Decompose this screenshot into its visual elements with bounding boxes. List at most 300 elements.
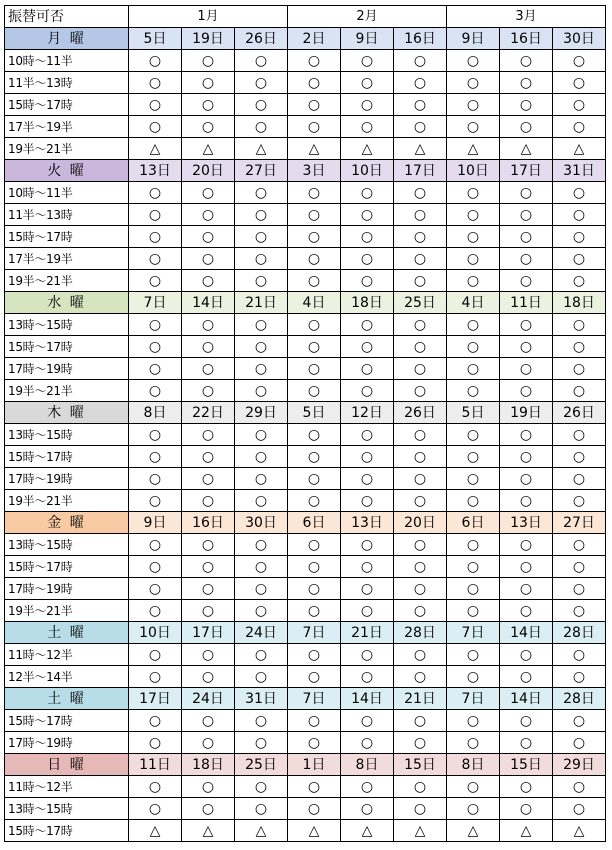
time-slot-label: 17時～19時 bbox=[5, 578, 129, 600]
availability-ok-mark: ○ bbox=[447, 358, 500, 380]
date-cell: 9日 bbox=[129, 512, 182, 534]
availability-limited-mark: △ bbox=[235, 820, 288, 842]
date-cell: 24日 bbox=[182, 688, 235, 710]
time-slot-row bbox=[5, 710, 606, 732]
availability-ok-mark: ○ bbox=[500, 776, 553, 798]
day-label: 水 曜 bbox=[5, 292, 129, 314]
availability-ok-mark: ○ bbox=[182, 424, 235, 446]
availability-ok-mark: ○ bbox=[182, 490, 235, 512]
date-cell: 17日 bbox=[129, 688, 182, 710]
availability-ok-mark: ○ bbox=[235, 644, 288, 666]
time-slot-row bbox=[5, 204, 606, 226]
date-cell: 14日 bbox=[500, 622, 553, 644]
availability-ok-mark: ○ bbox=[235, 424, 288, 446]
availability-ok-mark: ○ bbox=[235, 468, 288, 490]
date-cell: 15日 bbox=[500, 754, 553, 776]
date-cell: 19日 bbox=[182, 28, 235, 50]
availability-ok-mark: ○ bbox=[500, 732, 553, 754]
date-cell: 24日 bbox=[235, 622, 288, 644]
availability-ok-mark: ○ bbox=[394, 336, 447, 358]
availability-ok-mark: ○ bbox=[182, 710, 235, 732]
availability-ok-mark: ○ bbox=[129, 50, 182, 72]
time-slot-label: 11半～13時 bbox=[5, 204, 129, 226]
availability-ok-mark: ○ bbox=[288, 424, 341, 446]
availability-ok-mark: ○ bbox=[182, 380, 235, 402]
date-cell: 11日 bbox=[129, 754, 182, 776]
month-header-feb: 2月 bbox=[288, 6, 447, 28]
availability-ok-mark: ○ bbox=[182, 226, 235, 248]
date-cell: 15日 bbox=[394, 754, 447, 776]
availability-ok-mark: ○ bbox=[500, 270, 553, 292]
availability-ok-mark: ○ bbox=[394, 710, 447, 732]
availability-ok-mark: ○ bbox=[394, 666, 447, 688]
date-cell: 30日 bbox=[553, 28, 606, 50]
availability-limited-mark: △ bbox=[394, 138, 447, 160]
availability-limited-mark: △ bbox=[235, 138, 288, 160]
time-slot-row bbox=[5, 226, 606, 248]
date-cell: 1日 bbox=[288, 754, 341, 776]
availability-limited-mark: △ bbox=[129, 820, 182, 842]
availability-ok-mark: ○ bbox=[553, 710, 606, 732]
time-slot-label: 13時～15時 bbox=[5, 798, 129, 820]
availability-ok-mark: ○ bbox=[341, 270, 394, 292]
availability-ok-mark: ○ bbox=[394, 72, 447, 94]
day-header-row bbox=[5, 512, 606, 534]
availability-ok-mark: ○ bbox=[394, 116, 447, 138]
availability-ok-mark: ○ bbox=[500, 204, 553, 226]
availability-ok-mark: ○ bbox=[447, 710, 500, 732]
availability-ok-mark: ○ bbox=[394, 798, 447, 820]
time-slot-row bbox=[5, 666, 606, 688]
availability-ok-mark: ○ bbox=[500, 116, 553, 138]
availability-ok-mark: ○ bbox=[341, 798, 394, 820]
day-header-row bbox=[5, 754, 606, 776]
availability-ok-mark: ○ bbox=[129, 94, 182, 116]
availability-ok-mark: ○ bbox=[341, 578, 394, 600]
availability-ok-mark: ○ bbox=[341, 446, 394, 468]
day-label: 土 曜 bbox=[5, 622, 129, 644]
availability-ok-mark: ○ bbox=[500, 578, 553, 600]
time-slot-row bbox=[5, 248, 606, 270]
availability-ok-mark: ○ bbox=[341, 226, 394, 248]
time-slot-row bbox=[5, 644, 606, 666]
availability-ok-mark: ○ bbox=[235, 248, 288, 270]
day-label: 月 曜 bbox=[5, 28, 129, 50]
availability-ok-mark: ○ bbox=[553, 534, 606, 556]
date-cell: 25日 bbox=[235, 754, 288, 776]
availability-ok-mark: ○ bbox=[182, 94, 235, 116]
time-slot-label: 17半～19半 bbox=[5, 116, 129, 138]
availability-ok-mark: ○ bbox=[500, 380, 553, 402]
availability-ok-mark: ○ bbox=[235, 94, 288, 116]
day-header-row bbox=[5, 292, 606, 314]
availability-ok-mark: ○ bbox=[553, 380, 606, 402]
availability-ok-mark: ○ bbox=[341, 336, 394, 358]
availability-ok-mark: ○ bbox=[394, 226, 447, 248]
date-cell: 6日 bbox=[288, 512, 341, 534]
availability-ok-mark: ○ bbox=[288, 204, 341, 226]
availability-ok-mark: ○ bbox=[553, 424, 606, 446]
availability-ok-mark: ○ bbox=[394, 50, 447, 72]
date-cell: 29日 bbox=[553, 754, 606, 776]
availability-ok-mark: ○ bbox=[288, 314, 341, 336]
availability-ok-mark: ○ bbox=[235, 798, 288, 820]
time-slot-row bbox=[5, 72, 606, 94]
date-cell: 31日 bbox=[553, 160, 606, 182]
availability-ok-mark: ○ bbox=[341, 314, 394, 336]
availability-ok-mark: ○ bbox=[500, 50, 553, 72]
time-slot-label: 17半～19半 bbox=[5, 248, 129, 270]
availability-ok-mark: ○ bbox=[447, 226, 500, 248]
time-slot-row bbox=[5, 534, 606, 556]
date-cell: 13日 bbox=[341, 512, 394, 534]
availability-ok-mark: ○ bbox=[288, 380, 341, 402]
availability-ok-mark: ○ bbox=[447, 666, 500, 688]
date-cell: 25日 bbox=[394, 292, 447, 314]
day-label: 日 曜 bbox=[5, 754, 129, 776]
availability-ok-mark: ○ bbox=[288, 732, 341, 754]
availability-ok-mark: ○ bbox=[341, 182, 394, 204]
availability-ok-mark: ○ bbox=[182, 336, 235, 358]
availability-ok-mark: ○ bbox=[500, 710, 553, 732]
availability-ok-mark: ○ bbox=[182, 182, 235, 204]
availability-ok-mark: ○ bbox=[447, 644, 500, 666]
availability-ok-mark: ○ bbox=[553, 336, 606, 358]
availability-ok-mark: ○ bbox=[394, 248, 447, 270]
availability-ok-mark: ○ bbox=[235, 578, 288, 600]
time-slot-row bbox=[5, 820, 606, 842]
availability-limited-mark: △ bbox=[500, 138, 553, 160]
availability-ok-mark: ○ bbox=[500, 248, 553, 270]
date-cell: 10日 bbox=[341, 160, 394, 182]
date-cell: 30日 bbox=[235, 512, 288, 534]
availability-ok-mark: ○ bbox=[447, 116, 500, 138]
availability-ok-mark: ○ bbox=[447, 798, 500, 820]
availability-ok-mark: ○ bbox=[341, 732, 394, 754]
time-slot-label: 13時～15時 bbox=[5, 424, 129, 446]
availability-ok-mark: ○ bbox=[182, 578, 235, 600]
time-slot-label: 15時～17時 bbox=[5, 710, 129, 732]
availability-ok-mark: ○ bbox=[394, 380, 447, 402]
availability-limited-mark: △ bbox=[182, 820, 235, 842]
availability-ok-mark: ○ bbox=[288, 798, 341, 820]
availability-ok-mark: ○ bbox=[447, 578, 500, 600]
availability-ok-mark: ○ bbox=[235, 226, 288, 248]
availability-ok-mark: ○ bbox=[394, 204, 447, 226]
availability-ok-mark: ○ bbox=[129, 336, 182, 358]
availability-ok-mark: ○ bbox=[553, 270, 606, 292]
availability-ok-mark: ○ bbox=[129, 248, 182, 270]
availability-ok-mark: ○ bbox=[341, 72, 394, 94]
time-slot-row bbox=[5, 732, 606, 754]
availability-ok-mark: ○ bbox=[553, 776, 606, 798]
availability-ok-mark: ○ bbox=[129, 644, 182, 666]
availability-ok-mark: ○ bbox=[394, 556, 447, 578]
availability-ok-mark: ○ bbox=[288, 446, 341, 468]
time-slot-label: 13時～15時 bbox=[5, 534, 129, 556]
availability-ok-mark: ○ bbox=[447, 776, 500, 798]
availability-ok-mark: ○ bbox=[129, 732, 182, 754]
availability-ok-mark: ○ bbox=[235, 732, 288, 754]
availability-ok-mark: ○ bbox=[129, 226, 182, 248]
availability-limited-mark: △ bbox=[447, 138, 500, 160]
availability-ok-mark: ○ bbox=[500, 798, 553, 820]
month-header-mar: 3月 bbox=[447, 6, 606, 28]
availability-ok-mark: ○ bbox=[288, 270, 341, 292]
date-cell: 17日 bbox=[500, 160, 553, 182]
date-cell: 31日 bbox=[235, 688, 288, 710]
time-slot-label: 17時～19時 bbox=[5, 732, 129, 754]
time-slot-row bbox=[5, 380, 606, 402]
availability-ok-mark: ○ bbox=[182, 666, 235, 688]
availability-ok-mark: ○ bbox=[500, 226, 553, 248]
availability-ok-mark: ○ bbox=[288, 72, 341, 94]
availability-ok-mark: ○ bbox=[447, 490, 500, 512]
availability-ok-mark: ○ bbox=[553, 358, 606, 380]
time-slot-label: 17時～19時 bbox=[5, 468, 129, 490]
availability-ok-mark: ○ bbox=[447, 72, 500, 94]
availability-ok-mark: ○ bbox=[553, 644, 606, 666]
availability-ok-mark: ○ bbox=[341, 534, 394, 556]
time-slot-row bbox=[5, 270, 606, 292]
availability-ok-mark: ○ bbox=[341, 358, 394, 380]
date-cell: 26日 bbox=[553, 402, 606, 424]
availability-ok-mark: ○ bbox=[500, 72, 553, 94]
day-label: 木 曜 bbox=[5, 402, 129, 424]
time-slot-label: 10時～11半 bbox=[5, 182, 129, 204]
availability-ok-mark: ○ bbox=[553, 732, 606, 754]
availability-ok-mark: ○ bbox=[129, 358, 182, 380]
availability-ok-mark: ○ bbox=[182, 358, 235, 380]
availability-ok-mark: ○ bbox=[447, 534, 500, 556]
availability-ok-mark: ○ bbox=[235, 270, 288, 292]
day-header-row bbox=[5, 688, 606, 710]
time-slot-row bbox=[5, 314, 606, 336]
availability-ok-mark: ○ bbox=[394, 424, 447, 446]
date-cell: 11日 bbox=[500, 292, 553, 314]
availability-ok-mark: ○ bbox=[288, 182, 341, 204]
date-cell: 9日 bbox=[341, 28, 394, 50]
date-cell: 4日 bbox=[447, 292, 500, 314]
date-cell: 21日 bbox=[235, 292, 288, 314]
availability-ok-mark: ○ bbox=[129, 380, 182, 402]
time-slot-label: 15時～17時 bbox=[5, 820, 129, 842]
date-cell: 20日 bbox=[182, 160, 235, 182]
availability-ok-mark: ○ bbox=[288, 556, 341, 578]
availability-ok-mark: ○ bbox=[288, 776, 341, 798]
date-cell: 17日 bbox=[182, 622, 235, 644]
day-header-row bbox=[5, 402, 606, 424]
availability-ok-mark: ○ bbox=[235, 204, 288, 226]
availability-ok-mark: ○ bbox=[129, 534, 182, 556]
date-cell: 29日 bbox=[235, 402, 288, 424]
date-cell: 14日 bbox=[500, 688, 553, 710]
time-slot-label: 19半～21半 bbox=[5, 380, 129, 402]
availability-limited-mark: △ bbox=[182, 138, 235, 160]
availability-ok-mark: ○ bbox=[341, 204, 394, 226]
availability-ok-mark: ○ bbox=[500, 644, 553, 666]
availability-ok-mark: ○ bbox=[447, 182, 500, 204]
time-slot-row bbox=[5, 468, 606, 490]
availability-ok-mark: ○ bbox=[129, 556, 182, 578]
availability-ok-mark: ○ bbox=[394, 358, 447, 380]
availability-ok-mark: ○ bbox=[394, 446, 447, 468]
availability-ok-mark: ○ bbox=[182, 446, 235, 468]
time-slot-label: 17時～19時 bbox=[5, 358, 129, 380]
date-cell: 28日 bbox=[553, 688, 606, 710]
day-label: 金 曜 bbox=[5, 512, 129, 534]
time-slot-label: 19半～21半 bbox=[5, 600, 129, 622]
availability-ok-mark: ○ bbox=[447, 446, 500, 468]
table-title: 振替可否 bbox=[5, 6, 129, 28]
availability-ok-mark: ○ bbox=[500, 446, 553, 468]
availability-ok-mark: ○ bbox=[341, 50, 394, 72]
availability-ok-mark: ○ bbox=[447, 380, 500, 402]
availability-ok-mark: ○ bbox=[235, 666, 288, 688]
availability-ok-mark: ○ bbox=[182, 556, 235, 578]
time-slot-row bbox=[5, 600, 606, 622]
availability-ok-mark: ○ bbox=[447, 468, 500, 490]
date-cell: 4日 bbox=[288, 292, 341, 314]
availability-ok-mark: ○ bbox=[341, 556, 394, 578]
time-slot-label: 19半～21半 bbox=[5, 490, 129, 512]
availability-ok-mark: ○ bbox=[235, 336, 288, 358]
availability-ok-mark: ○ bbox=[500, 468, 553, 490]
availability-ok-mark: ○ bbox=[129, 578, 182, 600]
availability-ok-mark: ○ bbox=[129, 798, 182, 820]
date-cell: 7日 bbox=[447, 622, 500, 644]
availability-ok-mark: ○ bbox=[341, 666, 394, 688]
availability-ok-mark: ○ bbox=[182, 600, 235, 622]
availability-limited-mark: △ bbox=[553, 820, 606, 842]
day-header-row bbox=[5, 622, 606, 644]
date-cell: 13日 bbox=[129, 160, 182, 182]
date-cell: 16日 bbox=[182, 512, 235, 534]
availability-ok-mark: ○ bbox=[182, 798, 235, 820]
availability-ok-mark: ○ bbox=[500, 490, 553, 512]
availability-ok-mark: ○ bbox=[394, 776, 447, 798]
availability-ok-mark: ○ bbox=[341, 490, 394, 512]
date-cell: 16日 bbox=[394, 28, 447, 50]
availability-ok-mark: ○ bbox=[288, 578, 341, 600]
date-cell: 5日 bbox=[129, 28, 182, 50]
availability-ok-mark: ○ bbox=[394, 182, 447, 204]
availability-ok-mark: ○ bbox=[394, 94, 447, 116]
date-cell: 14日 bbox=[341, 688, 394, 710]
date-cell: 6日 bbox=[447, 512, 500, 534]
availability-ok-mark: ○ bbox=[394, 270, 447, 292]
availability-ok-mark: ○ bbox=[288, 644, 341, 666]
time-slot-row bbox=[5, 490, 606, 512]
date-cell: 10日 bbox=[129, 622, 182, 644]
time-slot-row bbox=[5, 116, 606, 138]
availability-ok-mark: ○ bbox=[394, 644, 447, 666]
availability-ok-mark: ○ bbox=[394, 600, 447, 622]
day-header-row bbox=[5, 160, 606, 182]
time-slot-row bbox=[5, 798, 606, 820]
date-cell: 8日 bbox=[447, 754, 500, 776]
availability-ok-mark: ○ bbox=[341, 710, 394, 732]
availability-ok-mark: ○ bbox=[129, 468, 182, 490]
date-cell: 27日 bbox=[235, 160, 288, 182]
availability-ok-mark: ○ bbox=[447, 424, 500, 446]
availability-ok-mark: ○ bbox=[129, 776, 182, 798]
time-slot-row bbox=[5, 578, 606, 600]
availability-ok-mark: ○ bbox=[553, 490, 606, 512]
availability-ok-mark: ○ bbox=[447, 732, 500, 754]
availability-ok-mark: ○ bbox=[553, 600, 606, 622]
availability-ok-mark: ○ bbox=[288, 50, 341, 72]
availability-ok-mark: ○ bbox=[341, 600, 394, 622]
availability-ok-mark: ○ bbox=[182, 732, 235, 754]
availability-ok-mark: ○ bbox=[235, 314, 288, 336]
date-cell: 18日 bbox=[553, 292, 606, 314]
availability-ok-mark: ○ bbox=[129, 204, 182, 226]
date-cell: 28日 bbox=[553, 622, 606, 644]
availability-ok-mark: ○ bbox=[288, 666, 341, 688]
date-cell: 28日 bbox=[394, 622, 447, 644]
availability-ok-mark: ○ bbox=[182, 248, 235, 270]
availability-ok-mark: ○ bbox=[288, 468, 341, 490]
time-slot-label: 11時～12半 bbox=[5, 644, 129, 666]
date-cell: 7日 bbox=[288, 622, 341, 644]
date-cell: 7日 bbox=[447, 688, 500, 710]
date-cell: 2日 bbox=[288, 28, 341, 50]
availability-ok-mark: ○ bbox=[500, 600, 553, 622]
availability-ok-mark: ○ bbox=[341, 94, 394, 116]
time-slot-row bbox=[5, 138, 606, 160]
availability-ok-mark: ○ bbox=[500, 182, 553, 204]
time-slot-row bbox=[5, 424, 606, 446]
availability-ok-mark: ○ bbox=[129, 446, 182, 468]
day-header-row bbox=[5, 28, 606, 50]
date-cell: 18日 bbox=[341, 292, 394, 314]
availability-ok-mark: ○ bbox=[447, 248, 500, 270]
date-cell: 7日 bbox=[288, 688, 341, 710]
availability-ok-mark: ○ bbox=[553, 94, 606, 116]
availability-ok-mark: ○ bbox=[129, 600, 182, 622]
date-cell: 21日 bbox=[394, 688, 447, 710]
availability-ok-mark: ○ bbox=[500, 666, 553, 688]
availability-ok-mark: ○ bbox=[447, 556, 500, 578]
availability-ok-mark: ○ bbox=[394, 468, 447, 490]
availability-ok-mark: ○ bbox=[182, 116, 235, 138]
availability-ok-mark: ○ bbox=[394, 732, 447, 754]
availability-ok-mark: ○ bbox=[235, 380, 288, 402]
date-cell: 5日 bbox=[288, 402, 341, 424]
time-slot-row bbox=[5, 336, 606, 358]
availability-ok-mark: ○ bbox=[447, 50, 500, 72]
availability-ok-mark: ○ bbox=[288, 358, 341, 380]
date-cell: 19日 bbox=[500, 402, 553, 424]
time-slot-label: 10時～11半 bbox=[5, 50, 129, 72]
availability-limited-mark: △ bbox=[341, 820, 394, 842]
date-cell: 14日 bbox=[182, 292, 235, 314]
availability-ok-mark: ○ bbox=[553, 468, 606, 490]
date-cell: 26日 bbox=[235, 28, 288, 50]
availability-ok-mark: ○ bbox=[129, 72, 182, 94]
time-slot-row bbox=[5, 182, 606, 204]
time-slot-label: 11時～12半 bbox=[5, 776, 129, 798]
availability-ok-mark: ○ bbox=[235, 446, 288, 468]
availability-ok-mark: ○ bbox=[235, 182, 288, 204]
availability-ok-mark: ○ bbox=[447, 600, 500, 622]
time-slot-label: 19半～21半 bbox=[5, 138, 129, 160]
time-slot-label: 19半～21半 bbox=[5, 270, 129, 292]
availability-limited-mark: △ bbox=[500, 820, 553, 842]
availability-ok-mark: ○ bbox=[288, 248, 341, 270]
availability-ok-mark: ○ bbox=[553, 116, 606, 138]
